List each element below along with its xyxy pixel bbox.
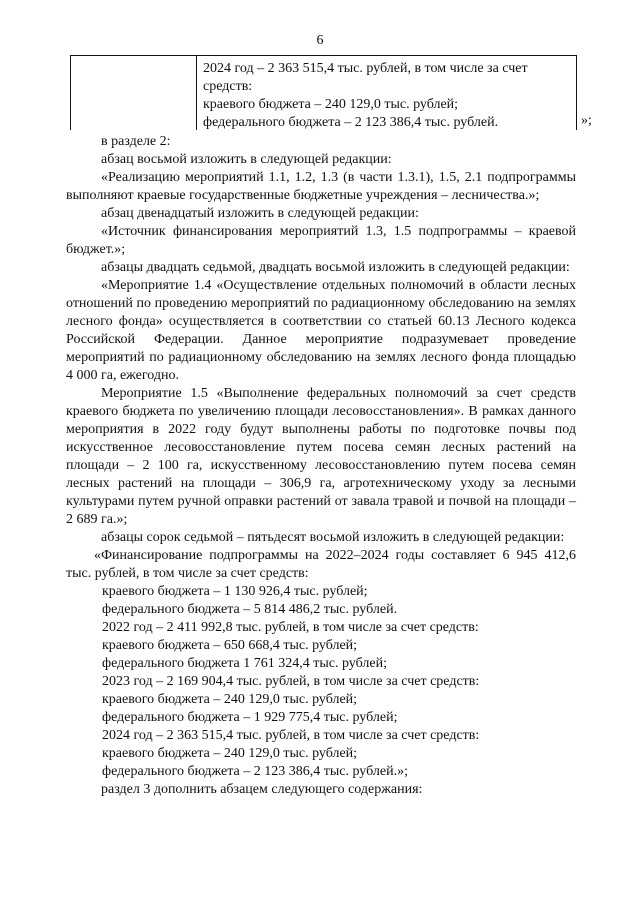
paragraph: «Мероприятие 1.4 «Осуществление отдельных полномочий в области лесных отношений по проведению мероприятий по радиационному обследованию на землях лесного фонда» осуществляется в соответствии со статьей 60.13 Лесного кодекса Российской Федерации. Данное мероприятие подразумевает проведение мероприятий по радиационному обследованию на землях лесного фонда площадью 4 000 га, ежегодно.	[66, 278, 576, 383]
paragraph: абзац двенадцатый изложить в следующей редакции:	[101, 206, 419, 221]
text-line: федерального бюджета 1 761 324,4 тыс. рублей;	[102, 656, 387, 671]
text-line: 2024 год – 2 363 515,4 тыс. рублей, в том числе за счет средств:	[102, 728, 480, 743]
table-line: краевого бюджета – 240 129,0 тыс. рублей;	[203, 97, 459, 112]
paragraph: «Реализацию мероприятий 1.1, 1.2, 1.3 (в части 1.3.1), 1.5, 2.1 подпрограммы выполняют краевые государственные бюджетные учреждения – лесничества.»;	[66, 170, 576, 203]
funding-table-fragment	[70, 55, 577, 130]
paragraph: в разделе 2:	[101, 134, 171, 149]
text-line: краевого бюджета – 1 130 926,4 тыс. рублей;	[102, 584, 368, 599]
table-line: средств:	[203, 79, 253, 94]
page-number: 6	[316, 33, 324, 48]
table-line: федерального бюджета – 2 123 386,4 тыс. рублей.	[203, 115, 499, 130]
text-line: краевого бюджета – 240 129,0 тыс. рублей;	[102, 692, 358, 707]
paragraph: «Финансирование подпрограммы на 2022–2024 годы составляет 6 945 412,6 тыс. рублей, в том числе за счет средств:	[66, 548, 576, 581]
table-line: 2024 год – 2 363 515,4 тыс. рублей, в том числе за счет	[203, 61, 528, 76]
text-line: федерального бюджета – 2 123 386,4 тыс. рублей.»;	[102, 764, 408, 779]
text-line: раздел 3 дополнить абзацем следующего содержания:	[101, 782, 423, 797]
paragraph: абзац восьмой изложить в следующей редакции:	[101, 152, 392, 167]
text-line: федерального бюджета – 5 814 486,2 тыс. рублей.	[102, 602, 398, 617]
quote-close-mark: »;	[581, 113, 592, 128]
paragraph: абзацы сорок седьмой – пятьдесят восьмой изложить в следующей редакции:	[101, 530, 565, 545]
table-column-divider	[196, 56, 197, 130]
document-body	[66, 133, 576, 799]
text-line: краевого бюджета – 650 668,4 тыс. рублей;	[102, 638, 358, 653]
text-line: 2022 год – 2 411 992,8 тыс. рублей, в том числе за счет средств:	[102, 620, 479, 635]
table-cell	[203, 60, 573, 132]
paragraph: «Источник финансирования мероприятий 1.3, 1.5 подпрограммы – краевой бюджет.»;	[66, 224, 576, 257]
paragraph: Мероприятие 1.5 «Выполнение федеральных полномочий за счет средств краевого бюджета по увеличению площади лесовосстановления». В рамках данного мероприятия в 2022 году будут выполнены работы по подготовке почвы под искусственное лесовосстановление путем посева семян лесных растений на площади – 2 100 га, искусственному лесовосстановлению путем посева семян лесных растений на площади – 306,9 га, агротехническому уходу за лесными культурами путем ручной оправки растений от завала травой и почвой на площади – 2 689 га.»;	[66, 386, 576, 527]
text-line: федерального бюджета – 1 929 775,4 тыс. рублей;	[102, 710, 398, 725]
text-line: краевого бюджета – 240 129,0 тыс. рублей;	[102, 746, 358, 761]
text-line: 2023 год – 2 169 904,4 тыс. рублей, в том числе за счет средств:	[102, 674, 480, 689]
paragraph: абзацы двадцать седьмой, двадцать восьмой изложить в следующей редакции:	[101, 260, 570, 275]
